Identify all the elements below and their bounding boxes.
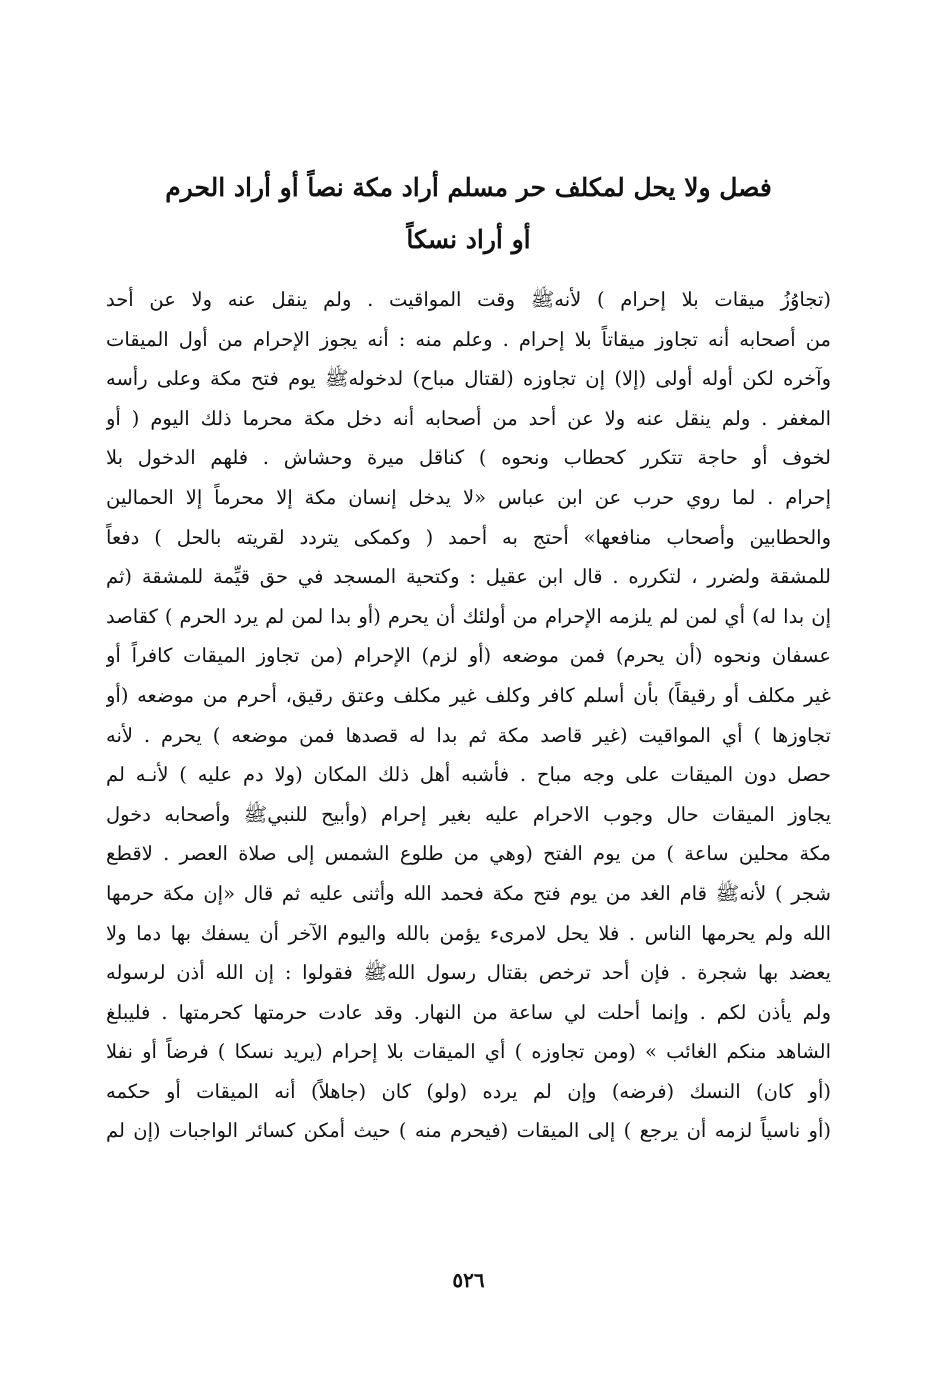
text-line: الشاهد منكم الغائب » (ومن تجاوزه ) أي الميقات بلا إحرام (يريد نسكا ) فرضاً أو نفلا xyxy=(106,1040,831,1064)
body-text xyxy=(106,280,831,1151)
text-line: حصل دون الميقات على وجه مباح . فأشبه أهل ذلك المكان (ولا دم عليه ) لأنـه لم xyxy=(106,763,831,787)
text-line: وآخره لكن أوله أولى (إلا) إن تجاوزه (لقتال مباح) لدخولهﷺ يوم فتح مكة وعلى رأسه xyxy=(106,367,831,391)
text-line: من أصحابه أنه تجاوز ميقاتاً بلا إحرام . وعلم منه : أنه يجوز الإحرام من أول الميقات xyxy=(106,327,831,351)
text-line: شجر ) لأنهﷺ قام الغد من يوم فتح مكة فحمد الله وأثنى عليه ثم قال «إن مكة حرمها xyxy=(106,881,831,905)
section-title xyxy=(110,162,827,266)
text-line: غير مكلف أو رقيقاً) بأن أسلم كافر وكلف غير مكلف وعتق رقيق، أحرم من موضعه (أو xyxy=(106,683,831,707)
page-number: ٥٢٦ xyxy=(452,1268,485,1292)
text-line: يعضد بها شجرة . فإن أحد ترخص بقتال رسول اللهﷺ فقولوا : إن الله أذن لرسوله xyxy=(106,961,831,985)
section-title-line-2: أو أراد نسكاً xyxy=(406,225,531,254)
text-line: الله ولم يحرمها الناس . فلا يحل لامرىء يؤمن بالله واليوم الآخر أن يسفك بها دما ولا xyxy=(106,921,831,945)
text-line: لخوف أو حاجة تتكرر كحطاب ونحوه ) كناقل ميرة وحشاش . فلهم الدخول بلا xyxy=(106,446,831,470)
text-line: إن بدا له) أي لمن لم يلزمه الإحرام من أولئك أن يحرم (أو بدا لمن لم يرد الحرم ) كقاصد xyxy=(106,604,831,628)
text-line: ولم يأذن لكم . وإنما أحلت لي ساعة من النهار. وقد عادت حرمتها كحرمتها . فليبلغ xyxy=(106,1000,831,1024)
text-line: (أو ناسياً لزمه أن يرجع ) إلى الميقات (فيحرم منه ) حيث أمكن كسائر الواجبات (إن لم xyxy=(106,1119,831,1143)
text-line: (تجاوُزُ ميقات بلا إحرام ) لأنهﷺ وقت المواقيت . ولم ينقل عنه ولا عن أحد xyxy=(106,288,831,311)
text-line: عسفان ونحوه (أن يحرم) فمن موضعه (أو لزم) الإحرام (من تجاوز الميقات كافراً أو xyxy=(106,644,831,668)
text-line: المغفر . ولم ينقل عنه ولا عن أحد من أصحابه أنه دخل مكة محرما ذلك اليوم ( أو xyxy=(106,406,831,430)
text-line: والحطابين وأصحاب منافعها» أحتج به أحمد ( وكمكى يتردد لقريته بالحل ) دفعاً xyxy=(106,525,831,549)
text-line: إحرام . لما روي حرب عن ابن عباس «لا يدخل إنسان مكة إلا محرماً إلا الحمالين xyxy=(106,485,831,509)
text-line: يجاوز الميقات حال وجوب الاحرام عليه بغير إحرام (وأبيح للنبيﷺ وأصحابه دخول xyxy=(106,802,831,826)
text-line: للمشقة ولضرر ، لتكرره . قال ابن عقيل : وكتحية المسجد في حق قيِّمة للمشقة (ثم xyxy=(106,565,831,589)
text-line: (أو كان) النسك (فرضه) وإن لم يرده (ولو) كان (جاهلاً) أنه الميقات أو حكمه xyxy=(106,1079,831,1103)
section-title-line-1: فصل ولا يحل لمكلف حر مسلم أراد مكة نصاً أو أراد الحرم xyxy=(165,173,772,202)
text-line: تجاوزها ) أي المواقيت (غير قاصد مكة ثم بدا له قصدها فمن موضعه ) يحرم . لأنه xyxy=(106,723,831,747)
text-line: مكة محلين ساعة ) من يوم الفتح (وهي من طلوع الشمس إلى صلاة العصر . لاقطع xyxy=(106,842,831,866)
